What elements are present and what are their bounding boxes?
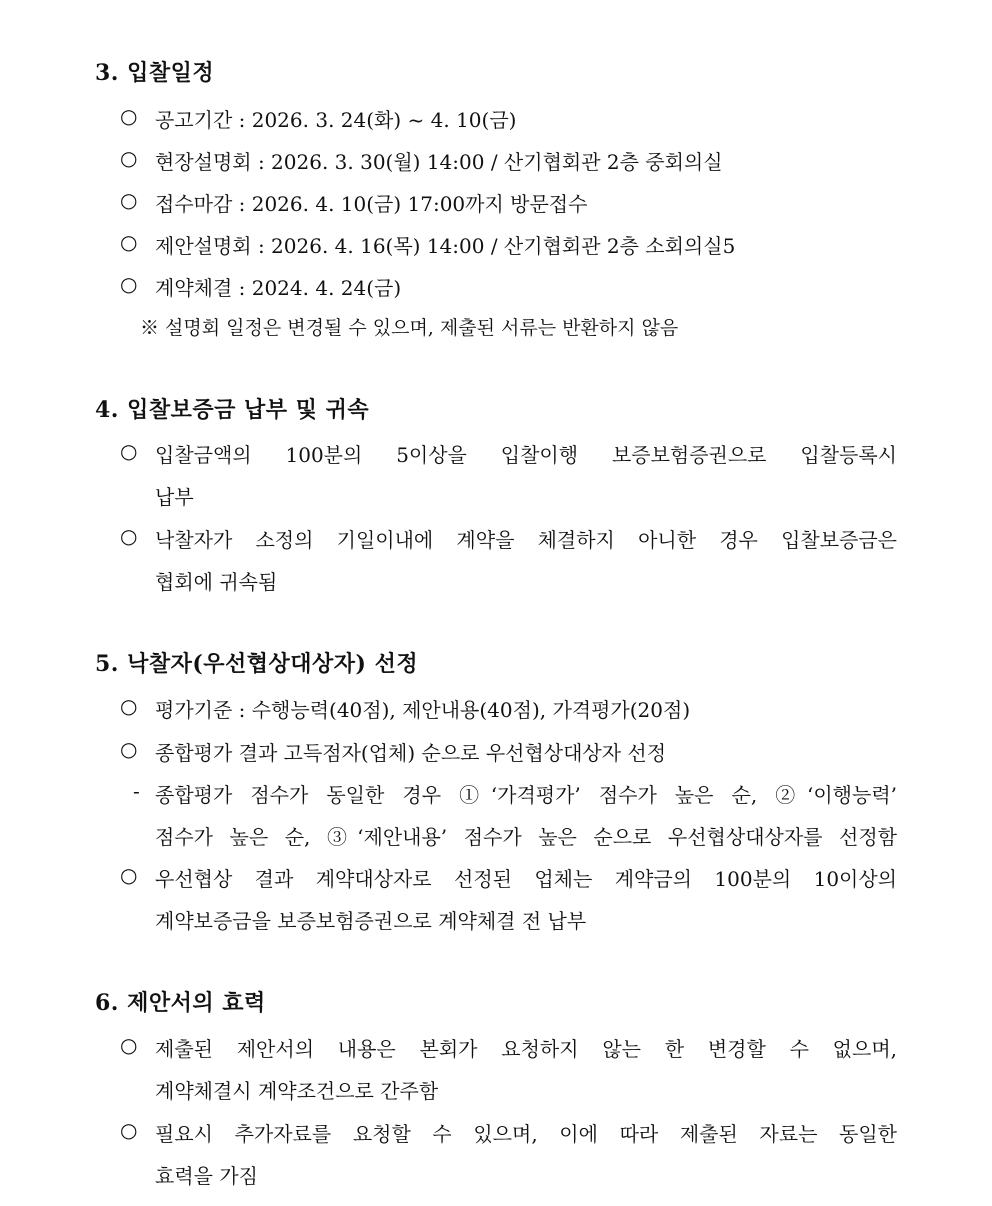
dash-marker: - bbox=[133, 779, 140, 803]
bullet-icon: ○ bbox=[120, 524, 138, 548]
bullet-icon: ○ bbox=[120, 694, 138, 718]
contract-deposit-line-1: 우선협상 결과 계약대상자로 선정된 업체는 계약금의 100분의 10이상의 bbox=[155, 867, 897, 891]
section-6-heading: 6. 제안서의 효력 bbox=[95, 990, 266, 1016]
selection-criteria: 평가기준 : 수행능력(40점), 제안내용(40점), 가격평가(20점) bbox=[155, 698, 691, 722]
proposal-validity-item-1-line-2: 계약체결시 계약조건으로 간주함 bbox=[155, 1079, 439, 1103]
tie-break-rule-line-2: 점수가 높은 순, ③‘제안내용’ 점수가 높은 순으로 우선협상대상자를 선정함 bbox=[155, 825, 897, 849]
bullet-icon: ○ bbox=[120, 188, 138, 212]
bullet-icon: ○ bbox=[120, 104, 138, 128]
bullet-icon: ○ bbox=[120, 1118, 138, 1142]
bullet-icon: ○ bbox=[120, 272, 138, 296]
deposit-item-1-line-1: 입찰금액의 100분의 5이상을 입찰이행 보증보험증권으로 입찰등록시 bbox=[155, 443, 897, 467]
deposit-item-2-line-1: 낙찰자가 소정의 기일이내에 계약을 체결하지 아니한 경우 입찰보증금은 bbox=[155, 528, 897, 552]
section-3-heading: 3. 입찰일정 bbox=[95, 60, 215, 86]
section-5-heading: 5. 낙찰자(우선협상대상자) 선정 bbox=[95, 651, 419, 677]
schedule-item-site-briefing: 현장설명회 : 2026. 3. 30(월) 14:00 / 산기협회관 2층 중회의실 bbox=[155, 150, 723, 174]
deposit-item-1-line-2: 납부 bbox=[155, 485, 194, 509]
proposal-validity-item-2-line-2: 효력을 가짐 bbox=[155, 1164, 258, 1188]
proposal-validity-item-1-line-1: 제출된 제안서의 내용은 본회가 요청하지 않는 한 변경할 수 없으며, bbox=[155, 1037, 897, 1061]
schedule-item-submission-deadline: 접수마감 : 2026. 4. 10(금) 17:00까지 방문접수 bbox=[155, 192, 588, 216]
bullet-icon: ○ bbox=[120, 439, 138, 463]
proposal-validity-item-2-line-1: 필요시 추가자료를 요청할 수 있으며, 이에 따라 제출된 자료는 동일한 bbox=[155, 1122, 897, 1146]
bullet-icon: ○ bbox=[120, 1033, 138, 1057]
selection-method: 종합평가 결과 고득점자(업체) 순으로 우선협상대상자 선정 bbox=[155, 741, 667, 765]
contract-deposit-line-2: 계약보증금을 보증보험증권으로 계약체결 전 납부 bbox=[155, 909, 587, 933]
bullet-icon: ○ bbox=[120, 737, 138, 761]
schedule-note: ※ 설명회 일정은 변경될 수 있으며, 제출된 서류는 반환하지 않음 bbox=[140, 317, 679, 339]
bullet-icon: ○ bbox=[120, 146, 138, 170]
bullet-icon: ○ bbox=[120, 863, 138, 887]
schedule-item-contract: 계약체결 : 2024. 4. 24(금) bbox=[155, 276, 402, 300]
section-4-heading: 4. 입찰보증금 납부 및 귀속 bbox=[95, 397, 370, 423]
deposit-item-2-line-2: 협회에 귀속됨 bbox=[155, 570, 278, 594]
schedule-item-proposal-briefing: 제안설명회 : 2026. 4. 16(목) 14:00 / 산기협회관 2층 소회의실5 bbox=[155, 234, 736, 258]
schedule-item-notice-period: 공고기간 : 2026. 3. 24(화) ~ 4. 10(금) bbox=[155, 108, 517, 132]
tie-break-rule-line-1: 종합평가 점수가 동일한 경우 ①‘가격평가’ 점수가 높은 순, ②‘이행능력’ bbox=[155, 783, 897, 807]
bullet-icon: ○ bbox=[120, 230, 138, 254]
